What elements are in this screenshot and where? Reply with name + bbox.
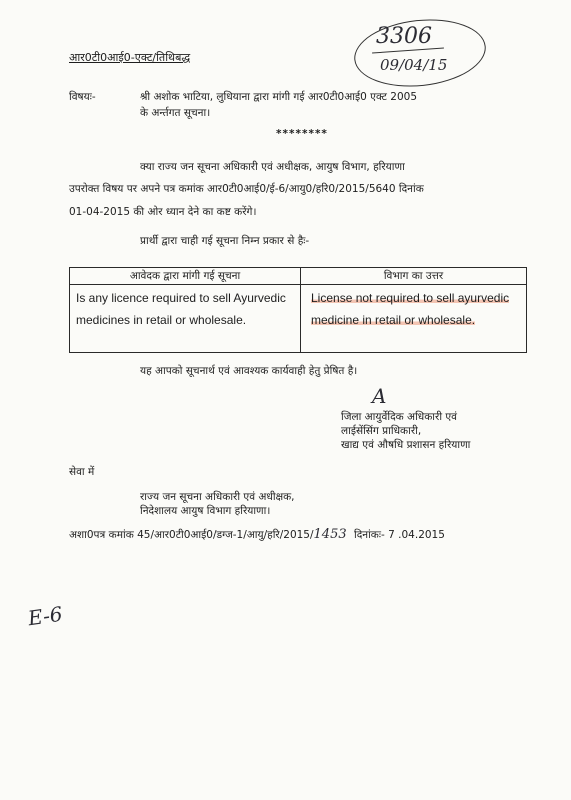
date-label: दिनांकः-	[353, 529, 385, 541]
date-value: 7 .04.2015	[388, 529, 445, 541]
table-column-divider	[300, 268, 301, 352]
recipient-line-1: राज्य जन सूचना अधिकारी एवं अधीक्षक,	[140, 491, 295, 503]
endorsement-line	[69, 527, 445, 542]
subject-line-2: के अर्न्तगत सूचना।	[140, 107, 211, 119]
table-cell-question: Is any licence required to sell Ayurvedic medicines in retail or wholesale.	[76, 291, 286, 327]
header-reference: आर0टी0आई0-एक्ट/तिथिबद्ध	[69, 51, 191, 64]
stamp-date: 09/04/15	[380, 56, 448, 74]
info-intro: प्रार्थी द्वारा चाही गई सूचना निम्न प्रकार से हैः-	[140, 235, 310, 247]
table-cell-answer	[311, 287, 523, 331]
subject-line-1: श्री अशोक भाटिया, लुधियाना द्वारा मांगी गई आर0टी0आई0 एक्ट 2005	[140, 91, 418, 103]
signatory-line-3: खाद्य एवं औषधि प्रशासन हरियाणा	[341, 439, 471, 451]
table-header-requested-info: आवेदक द्वारा मांगी गई सूचना	[70, 268, 300, 285]
information-table	[69, 267, 527, 353]
closing-line: यह आपको सूचनार्थ एवं आवश्यक कार्यवाही हेतु प्रेषित है।	[140, 365, 358, 377]
highlighted-answer: License not required to sell ayurvedic medicine in retail or wholesale.	[311, 291, 510, 327]
table-header-department-reply: विभाग का उत्तर	[301, 268, 526, 285]
signatory-line-1: जिला आयुर्वेदिक अधिकारी एवं	[341, 411, 458, 423]
separator-stars: ********	[276, 128, 328, 140]
stamp-number: 3306	[376, 24, 432, 49]
endorsement-number: 1453	[313, 527, 347, 542]
body-line-3: 01-04-2015 की ओर ध्यान देने का कष्ट करेंगे।	[69, 206, 257, 218]
body-line-1: क्या राज्य जन सूचना अधिकारी एवं अधीक्षक, आयुष विभाग, हरियाणा	[140, 161, 405, 173]
recipient-line-2: निदेशालय आयुष विभाग हरियाणा।	[140, 505, 271, 517]
endorsement-reference: अशा0पत्र कमांक 45/आर0टी0आई0/डग्ज-1/आयु/हरि/2015/	[69, 529, 314, 541]
body-line-2: उपरोक्त विषय पर अपने पत्र कमांक आर0टी0आई0/ई-6/आयु0/हरि0/2015/5640 दिनांक	[69, 183, 424, 195]
margin-note: E-6	[26, 601, 64, 631]
signatory-line-2: लाईसेंसिंग प्राधिकारी,	[341, 425, 422, 437]
to-label: सेवा में	[69, 466, 95, 478]
signature: A	[372, 384, 387, 408]
subject-label: विषयः-	[69, 91, 96, 103]
